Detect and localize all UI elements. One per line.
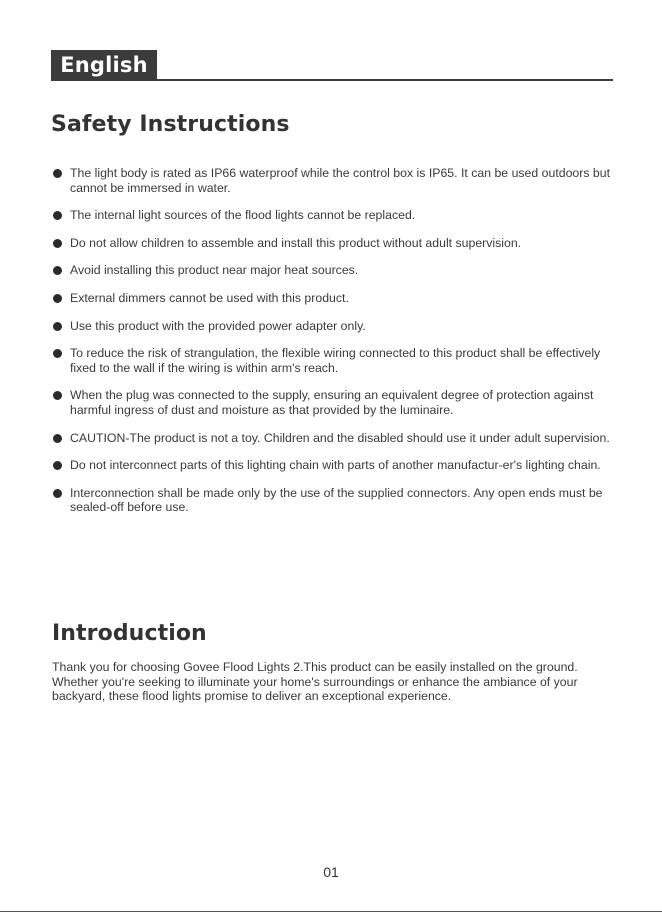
list-item (51, 431, 616, 446)
list-item-text: Interconnection shall be made only by the use of the supplied connectors. Any open ends must be sealed-off before use. (70, 485, 603, 515)
bullet-icon (53, 322, 62, 331)
bullet-icon (53, 434, 62, 443)
list-item (51, 236, 616, 251)
bullet-icon (53, 211, 62, 220)
bullet-icon (53, 239, 62, 248)
list-item (51, 458, 616, 473)
list-item-text: The internal light sources of the flood lights cannot be replaced. (70, 208, 416, 223)
list-item-text: CAUTION-The product is not a toy. Children and the disabled should use it under adult supervision. (70, 430, 610, 445)
list-item (51, 291, 616, 306)
language-tab: English (51, 50, 157, 81)
list-item-text: When the plug was connected to the supply, ensuring an equivalent degree of protection against harmful ingress of dust and moisture as that provided by the luminaire. (70, 388, 594, 417)
introduction-title: Introduction (52, 621, 207, 646)
bullet-icon (53, 391, 62, 400)
bullet-icon (53, 294, 62, 303)
list-item (51, 263, 616, 278)
page-number: 01 (323, 864, 339, 880)
list-item (51, 346, 616, 375)
safety-instructions-list (51, 166, 616, 528)
list-item (51, 486, 616, 515)
bullet-icon (53, 266, 62, 275)
safety-instructions-title: Safety Instructions (51, 112, 290, 137)
language-header (51, 50, 613, 81)
list-item-text: Use this product with the provided power adapter only. (70, 318, 366, 333)
list-item (51, 319, 616, 334)
list-item-text: The light body is rated as IP66 waterproof while the control box is IP65. It can be used outdoors but cannot be immersed in water. (70, 166, 611, 195)
header-rule (157, 79, 613, 81)
bullet-icon (53, 489, 62, 498)
bullet-icon (53, 461, 62, 470)
list-item-text: Do not allow children to assemble and install this product without adult supervision. (70, 235, 522, 250)
bottom-rule (0, 911, 662, 912)
list-item-text: To reduce the risk of strangulation, the flexible wiring connected to this product shall be effectively fixed to the wall if the wiring is within arm's reach. (70, 346, 601, 375)
list-item (51, 208, 616, 223)
list-item-text: Do not interconnect parts of this lighting chain with parts of another manufactur-er's lighting chain. (70, 458, 601, 473)
list-item-text: Avoid installing this product near major heat sources. (70, 263, 359, 278)
bullet-icon (53, 169, 62, 178)
list-item-text: External dimmers cannot be used with this product. (70, 290, 349, 305)
list-item (51, 166, 616, 195)
list-item (51, 388, 616, 417)
bullet-icon (53, 349, 62, 358)
introduction-body: Thank you for choosing Govee Flood Lights 2.This product can be easily installed on the ground. Whether you're seeking to illuminate your home's surroundings or enhance the ambiance of your backyard, these flood lights promise to deliver an exceptional experience. (52, 660, 578, 704)
